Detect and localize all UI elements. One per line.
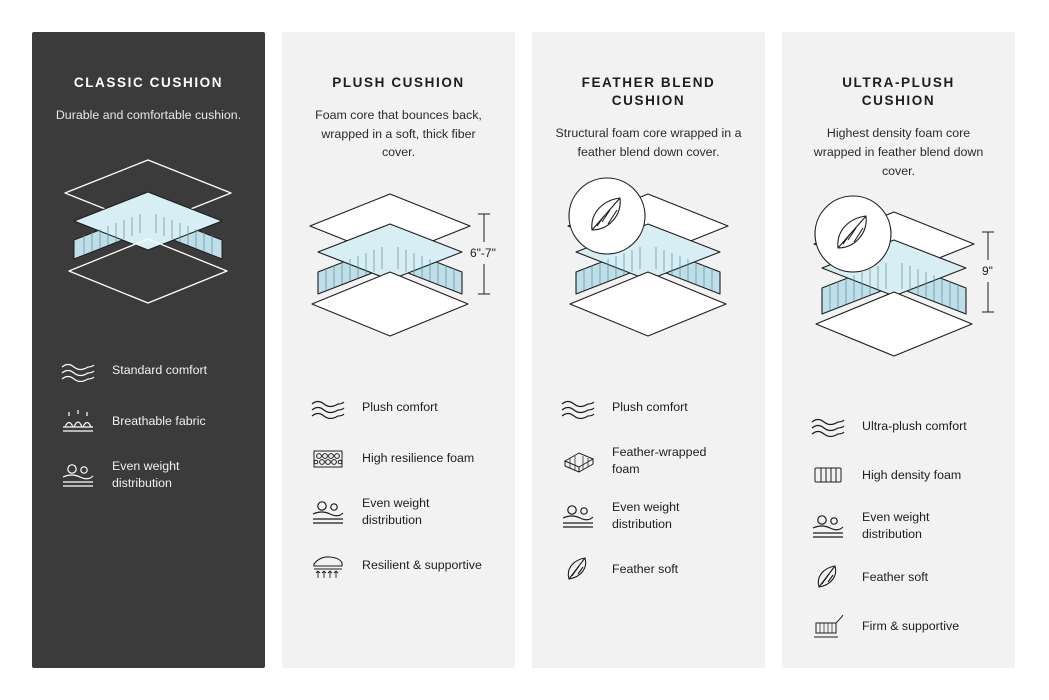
dimension-label: 6"-7" <box>470 246 496 261</box>
feature-label: Feather-wrapped foam <box>612 444 707 476</box>
feature-item <box>558 393 741 423</box>
leaf-icon <box>558 554 598 584</box>
card-plush-cushion[interactable] <box>282 32 515 668</box>
feature-item <box>558 444 741 478</box>
feature-item <box>808 509 991 543</box>
card-ultra-plush-cushion[interactable] <box>782 32 1015 668</box>
honeycomb-foam-icon <box>308 444 348 474</box>
feature-item <box>808 562 991 592</box>
card-feather-blend-cushion[interactable] <box>532 32 765 668</box>
feature-label: Plush comfort <box>612 400 688 415</box>
resilient-support-icon <box>308 550 348 580</box>
leaf-icon <box>808 562 848 592</box>
feature-label: Firm & supportive <box>862 618 960 633</box>
feature-label: Feather soft <box>612 561 679 576</box>
card-description: Structural foam core wrapped in a feather blend down cover. <box>555 126 742 160</box>
feature-label: Feather soft <box>862 569 929 584</box>
feature-item <box>558 499 741 533</box>
feature-label: Ultra-plush comfort <box>862 418 967 433</box>
firm-support-icon <box>808 611 848 641</box>
even-weight-icon <box>558 501 598 531</box>
feature-list-ultra-plush <box>782 411 1015 662</box>
feature-label: Standard comfort <box>112 363 208 378</box>
feather-wrapped-foam-icon <box>558 446 598 476</box>
feature-label: Breathable fabric <box>112 414 206 429</box>
feature-list-plush <box>282 393 515 601</box>
even-weight-icon <box>308 497 348 527</box>
breathable-fabric-icon <box>58 407 98 437</box>
feature-item <box>808 611 991 641</box>
feature-label: Resilient & supportive <box>362 557 482 572</box>
page-title: CLASSIC CUSHION <box>73 75 224 90</box>
wave-lines-icon <box>58 356 98 386</box>
cushion-illustration-feather-blend <box>532 172 765 387</box>
page-title: FEATHER BLEND CUSHION <box>581 75 716 109</box>
feature-item <box>308 444 491 474</box>
page-title: ULTRA-PLUSH CUSHION <box>842 75 955 109</box>
even-weight-icon <box>808 511 848 541</box>
dimension-label: 9" <box>982 264 993 279</box>
card-classic-cushion[interactable] <box>32 32 265 668</box>
feature-label: Plush comfort <box>362 400 438 415</box>
wave-lines-icon <box>808 411 848 441</box>
card-description: Foam core that bounces back, wrapped in a soft, thick fiber cover. <box>315 108 482 160</box>
feature-list-classic <box>32 356 265 513</box>
card-description: Highest density foam core wrapped in feather blend down cover. <box>813 126 984 178</box>
feature-item <box>308 393 491 423</box>
feature-item <box>808 411 991 441</box>
card-description: Durable and comfortable cushion. <box>55 108 242 123</box>
feature-list-feather-blend <box>532 393 765 605</box>
page-title: PLUSH CUSHION <box>332 75 465 90</box>
feature-label: Even weight distribution <box>112 458 180 490</box>
even-weight-icon <box>58 460 98 490</box>
feature-item <box>308 550 491 580</box>
feature-item <box>558 554 741 584</box>
feature-item <box>308 495 491 529</box>
feature-label: Even weight distribution <box>862 510 930 542</box>
cushion-illustration-plush <box>282 172 515 387</box>
feature-label: Even weight distribution <box>612 499 680 531</box>
feature-label: High density foam <box>862 467 962 482</box>
feature-label: Even weight distribution <box>362 496 430 528</box>
wave-lines-icon <box>308 393 348 423</box>
cushion-illustration-ultra-plush <box>782 190 1015 405</box>
wave-lines-icon <box>558 393 598 423</box>
feature-item <box>58 356 241 386</box>
feature-item <box>58 407 241 437</box>
cushion-illustration-classic <box>32 135 265 350</box>
feature-item <box>58 458 241 492</box>
feature-label: High resilience foam <box>362 451 475 466</box>
feature-item <box>808 460 991 490</box>
high-density-foam-icon <box>808 460 848 490</box>
